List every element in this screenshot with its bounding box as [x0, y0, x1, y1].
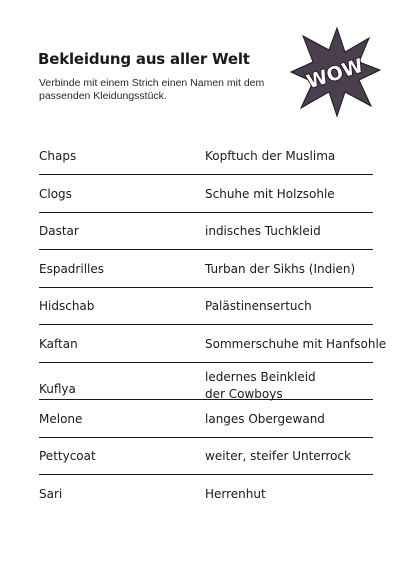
clothing-name: Sari — [39, 486, 63, 501]
answer-line-left — [39, 399, 209, 400]
clothing-description: Kopftuch der Muslima — [205, 149, 336, 163]
answer-line-left — [39, 437, 209, 438]
answer-line-left — [39, 287, 209, 288]
answer-line-right — [205, 362, 373, 363]
answer-line-left — [39, 474, 209, 475]
clothing-name: Clogs — [39, 186, 72, 201]
answer-line-right — [205, 174, 373, 175]
answer-line-right — [205, 399, 373, 400]
answer-line-right — [205, 212, 373, 213]
answer-line-left — [39, 212, 209, 213]
answer-line-left — [39, 249, 209, 250]
instruction-text: Verbinde mit einem Strich einen Namen mit dem passenden Kleidungsstück. — [39, 77, 265, 102]
clothing-name: Kaftan — [39, 336, 78, 351]
clothing-description: Sommerschuhe mit Hanfsohle — [205, 336, 387, 351]
page-title: Bekleidung aus aller Welt — [38, 50, 250, 68]
answer-line-left — [39, 174, 209, 175]
clothing-description: Herrenhut — [205, 486, 266, 501]
clothing-description: weiter, steifer Unterrock — [205, 449, 351, 463]
clothing-description: ledernes Beinkleid der Cowboys — [205, 370, 316, 401]
badge-label: WOW — [303, 54, 367, 94]
clothing-description: Turban der Sikhs (Indien) — [205, 261, 356, 276]
clothing-name: Chaps — [39, 149, 77, 163]
clothing-name: Pettycoat — [39, 449, 96, 463]
clothing-name: Espadrilles — [39, 261, 104, 276]
answer-line-left — [39, 324, 209, 325]
clothing-name: Dastar — [39, 224, 79, 238]
answer-line-right — [205, 324, 373, 325]
answer-line-left — [39, 362, 209, 363]
answer-line-right — [205, 287, 373, 288]
clothing-description: Schuhe mit Holzsohle — [205, 186, 335, 201]
answer-line-right — [205, 474, 373, 475]
clothing-name: Hidschab — [39, 299, 95, 313]
clothing-description: Palästinensertuch — [205, 299, 312, 313]
clothing-name: Kuflya — [39, 382, 76, 396]
answer-line-right — [205, 249, 373, 250]
clothing-description: langes Obergewand — [205, 411, 325, 426]
answer-line-right — [205, 437, 373, 438]
clothing-name: Melone — [39, 411, 83, 426]
clothing-description: indisches Tuchkleid — [205, 224, 321, 238]
